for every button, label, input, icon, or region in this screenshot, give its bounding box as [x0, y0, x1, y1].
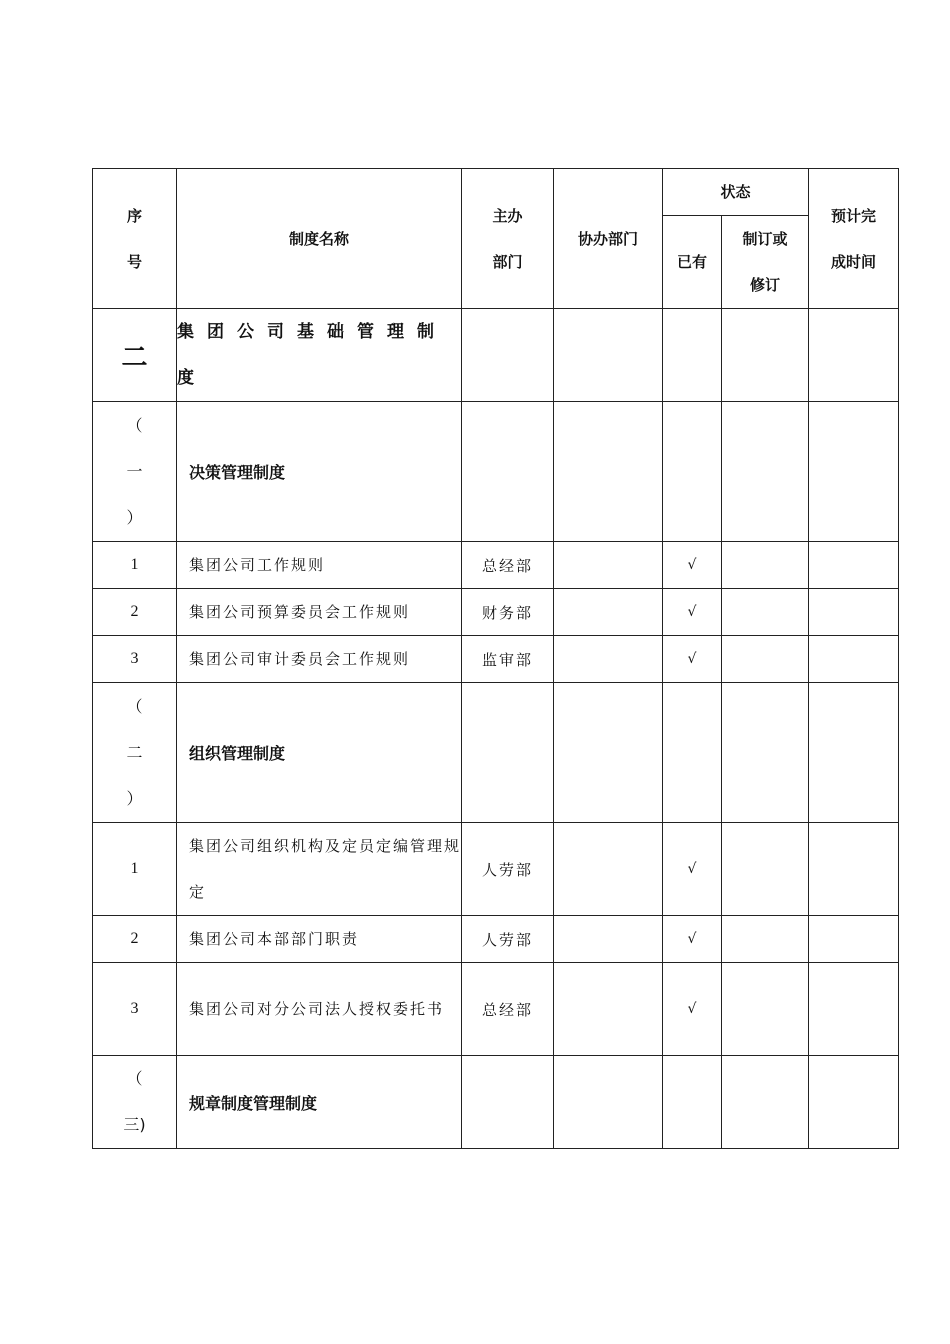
group-row: [93, 402, 899, 542]
empty-cell: [554, 402, 663, 542]
empty-cell: [462, 1056, 554, 1149]
empty-cell: [462, 402, 554, 542]
empty-cell: [554, 636, 663, 683]
empty-cell: [809, 542, 899, 589]
empty-cell: [809, 589, 899, 636]
empty-cell: [554, 1056, 663, 1149]
row-name: 集团公司本部部门职责: [177, 916, 462, 963]
group-number-line: ）: [126, 788, 143, 808]
group-number-line: 二: [126, 742, 143, 762]
row-existing-check: √: [663, 823, 722, 916]
row-existing-check: √: [663, 542, 722, 589]
header-lead-dept-line1: 主办: [492, 206, 523, 225]
row-number: 2: [93, 916, 177, 963]
empty-cell: [554, 916, 663, 963]
header-status: 状态: [663, 169, 809, 216]
row-name: 集团公司工作规则: [177, 542, 462, 589]
empty-cell: [554, 823, 663, 916]
header-assist-dept: 协办部门: [554, 169, 663, 309]
empty-cell: [722, 963, 809, 1056]
row-dept: 人劳部: [462, 823, 554, 916]
group-name: 组织管理制度: [177, 683, 462, 823]
group-name: 规章制度管理制度: [177, 1056, 462, 1149]
empty-cell: [554, 309, 663, 402]
group-number: [93, 1056, 177, 1149]
row-name: 集团公司对分公司法人授权委托书: [177, 963, 462, 1056]
row-number: 2: [93, 589, 177, 636]
empty-cell: [462, 309, 554, 402]
empty-cell: [809, 309, 899, 402]
empty-cell: [809, 636, 899, 683]
empty-cell: [663, 402, 722, 542]
empty-cell: [809, 916, 899, 963]
header-status-revise-line2: 修订: [750, 276, 781, 294]
row-name: 集团公司预算委员会工作规则: [177, 589, 462, 636]
header-seq-line2: 号: [126, 252, 142, 271]
row-number: 3: [93, 963, 177, 1056]
header-lead-dept-line2: 部门: [492, 252, 523, 271]
row-existing-check: √: [663, 636, 722, 683]
row-dept: 监审部: [462, 636, 554, 683]
row-number: 3: [93, 636, 177, 683]
empty-cell: [554, 683, 663, 823]
header-status-existing: 已有: [663, 216, 722, 309]
group-name: 决策管理制度: [177, 402, 462, 542]
empty-cell: [554, 963, 663, 1056]
row-existing-check: √: [663, 916, 722, 963]
header-seq: [93, 169, 177, 309]
header-status-revise-line1: 制订或: [742, 230, 788, 248]
row-dept: 财务部: [462, 589, 554, 636]
row-existing-check: √: [663, 963, 722, 1056]
table-row: [93, 963, 899, 1056]
empty-cell: [722, 1056, 809, 1149]
table-row: [93, 589, 899, 636]
group-number-line: 三): [123, 1115, 146, 1134]
header-due-line2: 成时间: [831, 252, 877, 271]
table-row: [93, 636, 899, 683]
empty-cell: [462, 683, 554, 823]
empty-cell: [809, 1056, 899, 1149]
empty-cell: [722, 542, 809, 589]
empty-cell: [663, 309, 722, 402]
group-number: [93, 683, 177, 823]
row-name: 集团公司审计委员会工作规则: [177, 636, 462, 683]
group-number-line: 一: [126, 461, 143, 481]
header-due-line1: 预计完: [831, 206, 877, 225]
group-number: [93, 402, 177, 542]
system-table: [92, 168, 899, 1149]
section-row: [93, 309, 899, 402]
header-status-revise: [722, 216, 809, 309]
group-number-line: （: [126, 1069, 143, 1088]
empty-cell: [809, 683, 899, 823]
header-lead-dept: [462, 169, 554, 309]
row-dept: 总经部: [462, 963, 554, 1056]
empty-cell: [722, 683, 809, 823]
empty-cell: [722, 823, 809, 916]
section-name: 集团公司基础管理制度: [177, 309, 462, 402]
table-row: [93, 916, 899, 963]
header-name: 制度名称: [177, 169, 462, 309]
row-existing-check: √: [663, 589, 722, 636]
row-name: 集团公司组织机构及定员定编管理规定: [177, 823, 462, 916]
table-row: [93, 823, 899, 916]
empty-cell: [809, 402, 899, 542]
empty-cell: [554, 589, 663, 636]
empty-cell: [809, 823, 899, 916]
section-number: 二: [93, 309, 177, 402]
empty-cell: [554, 542, 663, 589]
header-seq-line1: 序: [126, 206, 142, 225]
empty-cell: [722, 636, 809, 683]
empty-cell: [663, 683, 722, 823]
empty-cell: [722, 916, 809, 963]
row-dept: 总经部: [462, 542, 554, 589]
empty-cell: [722, 402, 809, 542]
row-number: 1: [93, 542, 177, 589]
group-row: [93, 1056, 899, 1149]
empty-cell: [722, 589, 809, 636]
header-due: [809, 169, 899, 309]
group-row: [93, 683, 899, 823]
row-dept: 人劳部: [462, 916, 554, 963]
group-number-line: （: [126, 696, 143, 716]
group-number-line: ）: [126, 507, 143, 527]
empty-cell: [722, 309, 809, 402]
group-number-line: （: [126, 415, 143, 435]
row-number: 1: [93, 823, 177, 916]
table-row: [93, 542, 899, 589]
empty-cell: [663, 1056, 722, 1149]
empty-cell: [809, 963, 899, 1056]
